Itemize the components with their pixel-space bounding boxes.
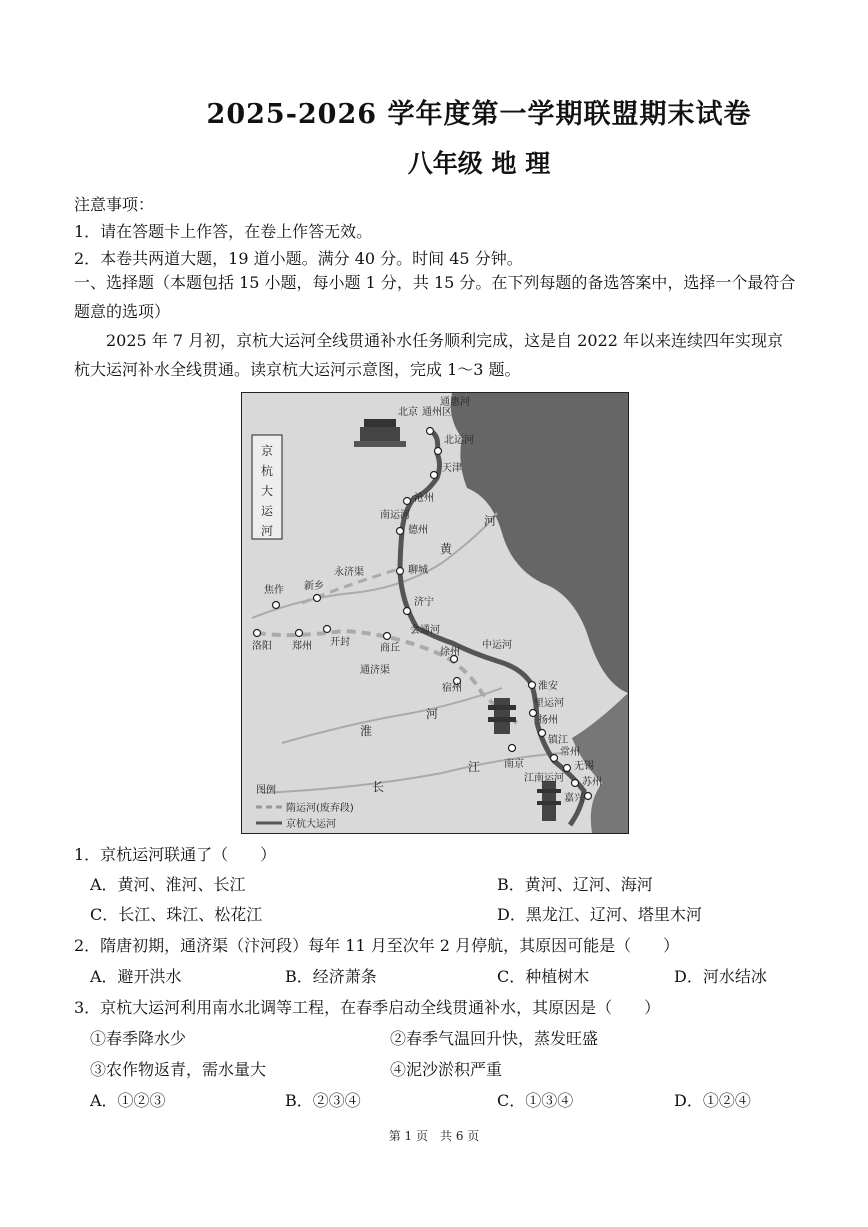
city-label-liaocheng: 聊城 [408, 565, 428, 576]
question-3-statement-1: ①春季降水少 [90, 1029, 187, 1048]
question-1-option-d[interactable]: D．黑龙江、辽河、塔里木河 [497, 905, 702, 924]
grand-canal-map [241, 392, 629, 834]
yellow-river [252, 513, 497, 618]
section-heading: 一、选择题（本题包括 15 小题，每小题 1 分，共 15 分。在下列每题的备选答案中，选择一个最符合题意的选项） [74, 273, 796, 321]
river-label-chang: 长 [372, 780, 385, 794]
question-3-statement-4: ④泥沙淤积严重 [390, 1060, 503, 1079]
exam-subtitle: 八年级 地 理 [407, 149, 551, 178]
exam-title: 2025-2026 学年度第一学期联盟期末试卷 [206, 99, 752, 130]
city-label-cangzhou: 沧州 [414, 493, 434, 504]
map-title-char-3: 大 [260, 484, 274, 498]
city-label-dezhou: 德州 [408, 525, 428, 536]
notes-item-2: 2．本卷共两道大题，19 道小题。满分 40 分。时间 45 分钟。 [74, 249, 523, 268]
canal-label-beiyun: 北运河 [444, 435, 474, 446]
question-3-stem: 3．京杭大运河利用南水北调等工程，在春季启动全线贯通补水，其原因是（ ） [74, 998, 661, 1017]
question-1-stem: 1．京杭运河联通了（ ） [74, 845, 277, 864]
legend-title: 图例 [256, 785, 276, 796]
city-label-yangzhou: 扬州 [538, 715, 558, 726]
city-label-kaifeng: 开封 [330, 637, 350, 648]
canal-label-huitong: 会通河 [410, 625, 440, 636]
sea-area [451, 393, 628, 693]
question-3-statement-3: ③农作物返青，需水量大 [90, 1060, 267, 1079]
city-label-beijing: 北京 [398, 407, 418, 418]
city-label-tongzhou: 通州区 [422, 407, 452, 418]
map-title-char-5: 河 [260, 524, 274, 538]
city-label-huaian: 淮安 [538, 681, 558, 692]
river-label-huai: 淮 [360, 724, 373, 738]
notes-item-1: 1．请在答题卡上作答，在卷上作答无效。 [74, 222, 373, 241]
city-label-tianjin: 天津 [442, 463, 462, 474]
beijing-palace-icon [354, 419, 406, 447]
legend-item-2: 京杭大运河 [286, 819, 336, 830]
map-title-char-4: 运 [260, 504, 274, 518]
map-canvas [242, 393, 628, 833]
question-2-stem: 2．隋唐初期，通济渠（汴河段）每年 11 月至次年 2 月停航，其原因可能是（ ） [74, 936, 680, 955]
question-3-option-b[interactable]: B．②③④ [285, 1091, 361, 1110]
question-3-statement-2: ②春季气温回升快，蒸发旺盛 [390, 1029, 599, 1048]
question-3-option-c[interactable]: C．①③④ [497, 1091, 574, 1110]
passage-text: 2025 年 7 月初，京杭大运河全线贯通补水任务顺利完成，这是自 2022 年以来连续四年实现京杭大运河补水全线贯通。读京杭大运河示意图，完成 1～3 题。 [74, 331, 784, 379]
city-label-suzhou: 苏州 [582, 777, 602, 788]
question-2-option-b[interactable]: B．经济萧条 [285, 967, 377, 986]
canal-label-jiangnan: 江南运河 [524, 773, 564, 784]
huai-river [282, 688, 502, 743]
city-label-changzhou: 常州 [560, 747, 580, 758]
city-label-zhengzhou: 郑州 [292, 641, 312, 652]
canal-label-tongji: 通济渠 [360, 665, 390, 676]
city-label-suzhou-anhui: 宿州 [442, 683, 462, 694]
question-1-option-c[interactable]: C．长江、珠江、松花江 [90, 905, 263, 924]
question-1-option-b[interactable]: B．黄河、辽河、海河 [497, 875, 653, 894]
canal-label-liyun: 里运河 [534, 698, 564, 709]
canal-label-zhongyun: 中运河 [482, 640, 512, 651]
city-label-wuxi: 无锡 [574, 761, 594, 772]
question-3-option-d[interactable]: D．①②④ [674, 1091, 751, 1110]
river-label-he-1: 河 [484, 514, 497, 528]
city-label-zhenjiang: 镇江 [548, 735, 568, 746]
city-label-jiaozuo: 焦作 [264, 585, 284, 596]
river-label-huang: 黄 [440, 542, 453, 556]
page-footer: 第 1 页 共 6 页 [388, 1129, 480, 1143]
map-title-char-1: 京 [260, 444, 274, 458]
city-label-xinxiang: 新乡 [304, 581, 324, 592]
city-label-jining: 济宁 [414, 597, 434, 608]
legend-item-1: 隋运河(废弃段) [286, 803, 354, 814]
question-2-option-c[interactable]: C．种植树木 [497, 967, 590, 986]
question-3-option-a[interactable]: A．①②③ [90, 1091, 166, 1110]
canal-label-nanyun: 南运河 [380, 510, 410, 521]
map-title-char-2: 杭 [260, 464, 274, 478]
question-2-option-d[interactable]: D．河水结冰 [674, 967, 767, 986]
river-label-he-2: 河 [426, 707, 439, 721]
city-label-luoyang: 洛阳 [252, 641, 272, 652]
city-label-jiaxing: 嘉兴 [564, 793, 584, 804]
canal-label-yongji: 永济渠 [334, 567, 364, 578]
question-1-option-a[interactable]: A．黄河、淮河、长江 [90, 875, 246, 894]
question-2-option-a[interactable]: A．避开洪水 [90, 967, 182, 986]
river-label-jiang: 江 [468, 760, 481, 774]
city-label-nanjing: 南京 [504, 759, 524, 770]
canal-label-tonghui: 通惠河 [440, 397, 470, 408]
suzhou-pagoda-icon [537, 781, 561, 821]
notes-heading: 注意事项： [74, 195, 155, 214]
city-label-xuzhou: 徐州 [440, 647, 460, 658]
city-label-shangqiu: 商丘 [380, 643, 400, 654]
